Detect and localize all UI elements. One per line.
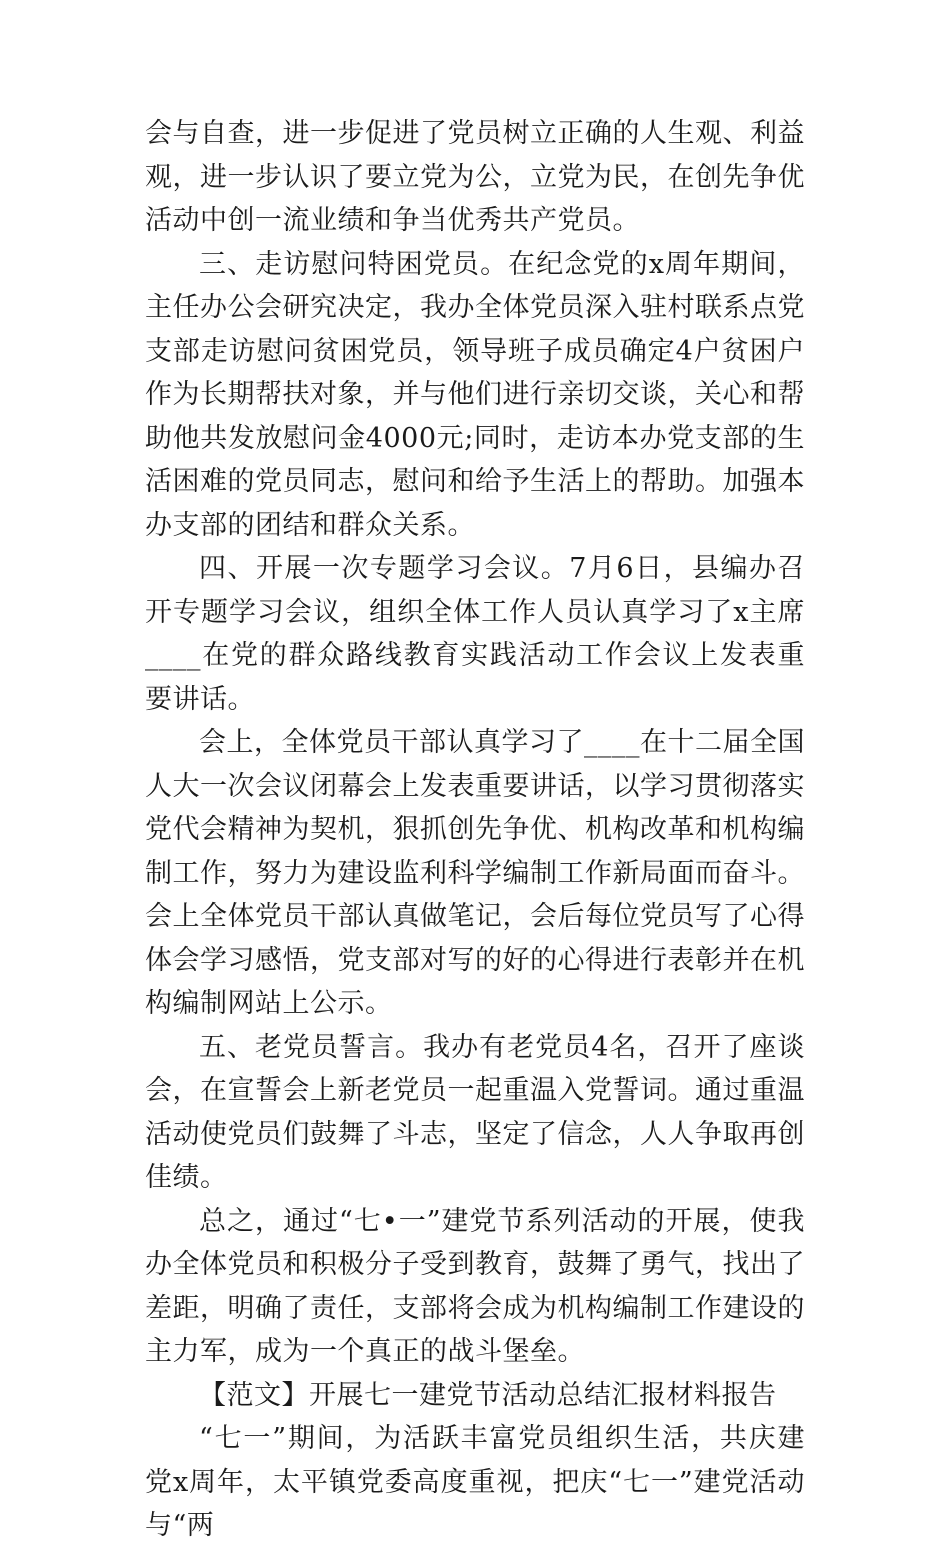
paragraph-study-meeting: 四、开展一次专题学习会议。7月6日，县编办召开专题学习会议，组织全体工作人员认真学习了x主席____在党的群众路线教育实践活动工作会议上发表重要讲话。 bbox=[145, 553, 805, 715]
paragraph-summary: 总之，通过“七•一”建党节系列活动的开展，使我办全体党员和积极分子受到教育，鼓舞了勇气，找出了差距，明确了责任，支部将会成为机构编制工作建设的主力军，成为一个真正的战斗堡垒。 bbox=[145, 1205, 805, 1367]
paragraph-july-first-activities: “七一”期间，为活跃丰富党员组织生活，共庆建党x周年，太平镇党委高度重视，把庆“七一”建党活动与“两 bbox=[145, 1423, 805, 1541]
paragraph-meeting-study-details: 会上，全体党员干部认真学习了____在十二届全国人大一次会议闭幕会上发表重要讲话，以学习贯彻落实党代会精神为契机，狠抓创先争优、机构改革和机构编制工作，努力为建设监利科学编制工作新局面而奋斗。会上全体党员干部认真做笔记，会后每位党员写了心得体会学习感悟，党支部对写的好的心得进行表彰并在机构编制网站上公示。 bbox=[145, 727, 805, 1019]
paragraph-visit-needy-members: 三、走访慰问特困党员。在纪念党的x周年期间，主任办公会研究决定，我办全体党员深入驻村联系点党支部走访慰问贫困党员，领导班子成员确定4户贫困户作为长期帮扶对象，并与他们进行亲切交谈，关心和帮助他共发放慰问金4000元;同时，走访本办党支部的生活困难的党员同志，慰问和给予生活上的帮助。加强本办支部的团结和群众关系。 bbox=[145, 248, 805, 541]
paragraph-self-check-continuation: 会与自查，进一步促进了党员树立正确的人生观、利益观，进一步认识了要立党为公，立党为民，在创先争优活动中创一流业绩和争当优秀共产党员。 bbox=[145, 118, 805, 236]
document-page bbox=[145, 112, 805, 1548]
paragraph-veteran-oath: 五、老党员誓言。我办有老党员4名，召开了座谈会，在宣誓会上新老党员一起重温入党誓词。通过重温活动使党员们鼓舞了斗志，坚定了信念，人人争取再创佳绩。 bbox=[145, 1031, 805, 1193]
sample-essay-heading: 【范文】开展七一建党节活动总结汇报材料报告 bbox=[199, 1379, 777, 1411]
